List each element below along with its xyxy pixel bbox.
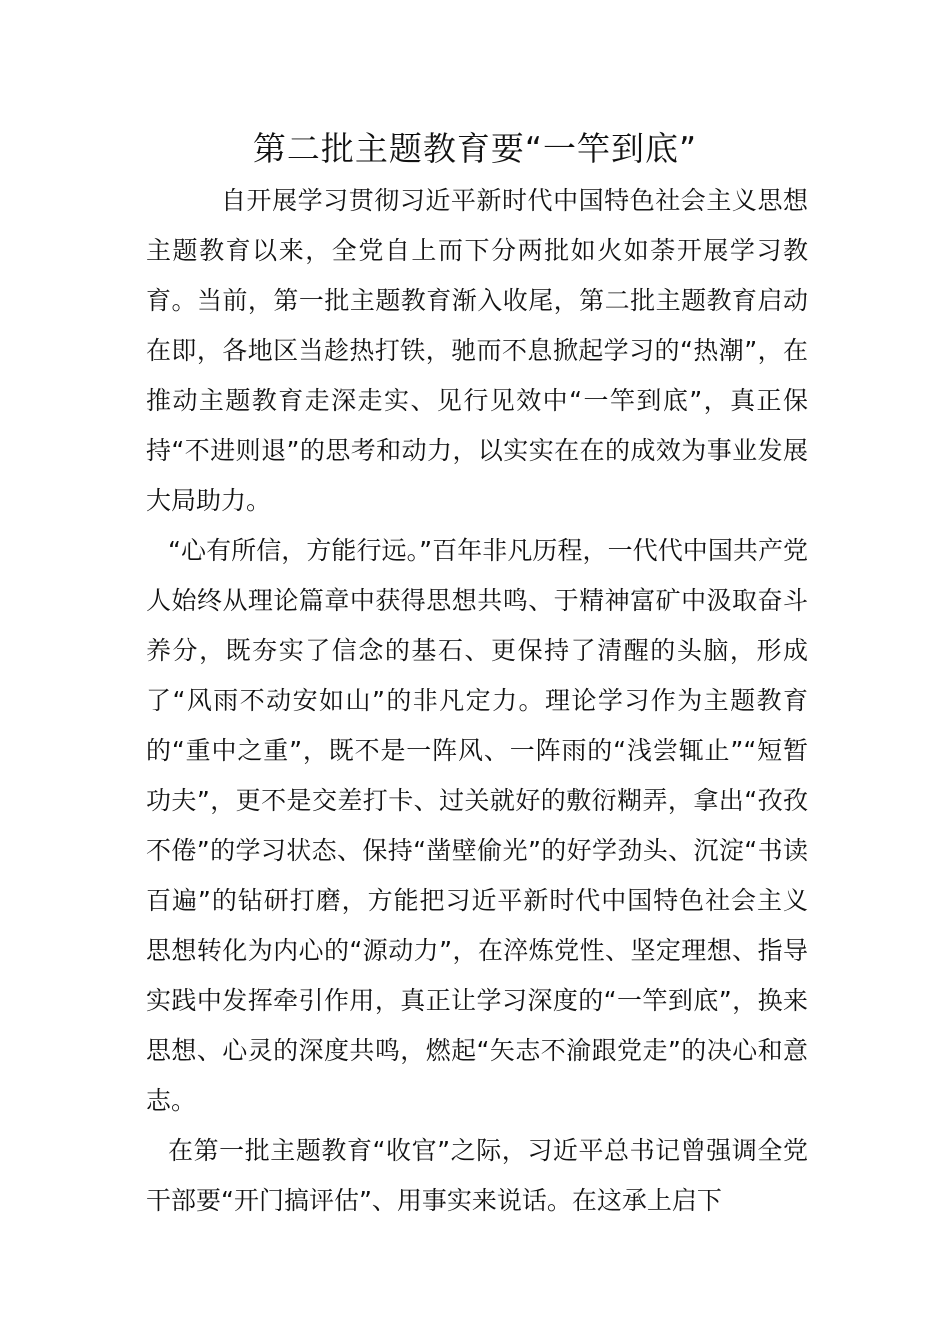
paragraph-1: 自开展学习贯彻习近平新时代中国特色社会主义思想主题教育以来，全党自上而下分两批如火如荼开展学习教育。当前，第一批主题教育渐入收尾，第二批主题教育启动在即，各地区当趁热打铁，驰而不息掀起学习的“热潮”，在推动主题教育走深走实、见行见效中“一竿到底”，真正保持“不进则退”的思考和动力，以实实在在的成效为事业发展大局助力。 bbox=[146, 186, 808, 515]
document-title: 第二批主题教育要“一竿到底” bbox=[252, 129, 698, 168]
document-body bbox=[146, 176, 808, 1226]
paragraph-2: “心有所信，方能行远。”百年非凡历程，一代代中国共产党人始终从理论篇章中获得思想共鸣、于精神富矿中汲取奋斗养分，既夯实了信念的基石、更保持了清醒的头脑，形成了“风雨不动安如山”的非凡定力。理论学习作为主题教育的“重中之重”，既不是一阵风、一阵雨的“浅尝辄止”“短暂功夫”，更不是交差打卡、过关就好的敷衍糊弄，拿出“孜孜不倦”的学习状态、保持“凿壁偷光”的好学劲头、沉淀“书读百遍”的钻研打磨，方能把习近平新时代中国特色社会主义思想转化为内心的“源动力”，在淬炼党性、坚定理想、指导实践中发挥牵引作用，真正让学习深度的“一竿到底”，换来思想、心灵的深度共鸣，燃起“矢志不渝跟党走”的决心和意志。 bbox=[146, 536, 808, 1115]
paragraph-3: 在第一批主题教育“收官”之际，习近平总书记曾强调全党干部要“开门搞评估”、用事实来说话。在这承上启下 bbox=[146, 1136, 808, 1215]
